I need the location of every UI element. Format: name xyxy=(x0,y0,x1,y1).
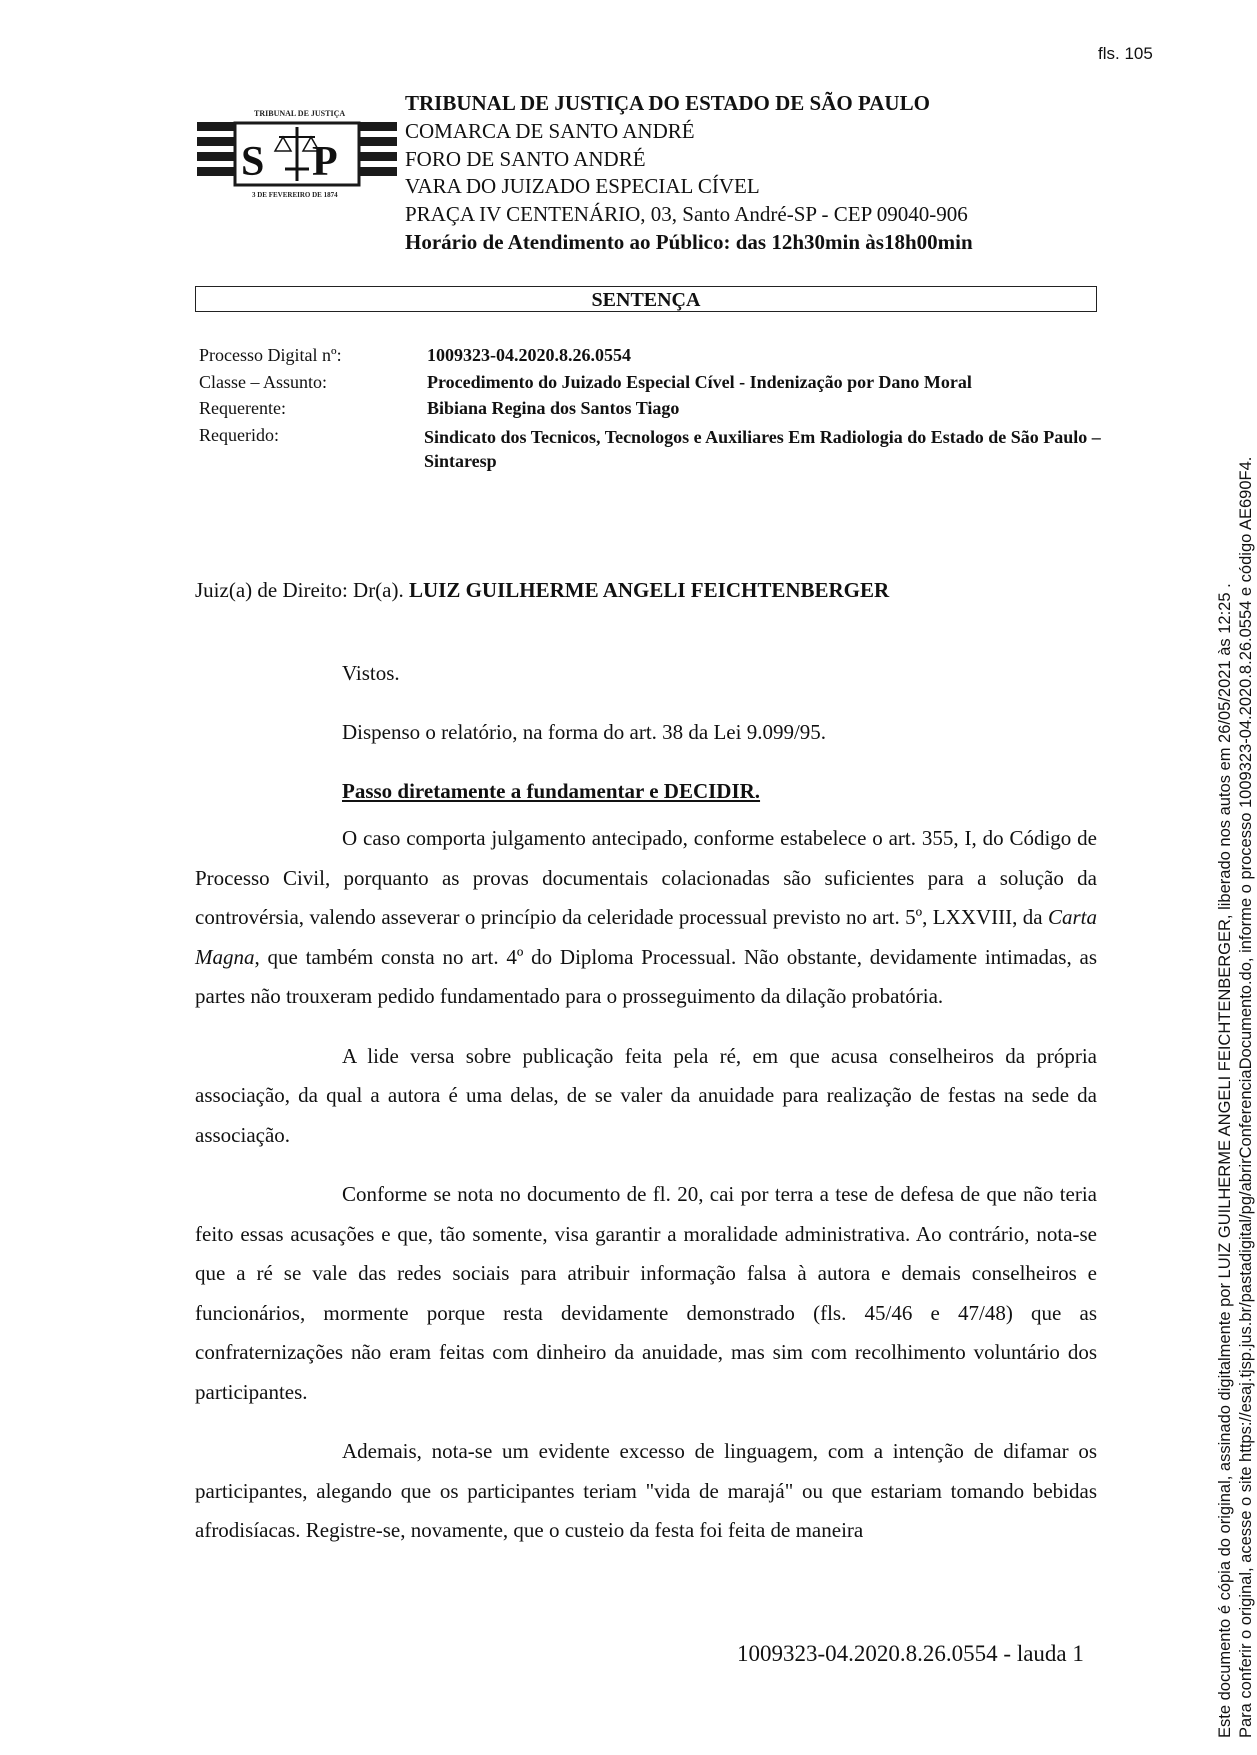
vara: VARA DO JUIZADO ESPECIAL CÍVEL xyxy=(405,174,760,199)
judge-label: Juiz(a) de Direito: Dr(a). xyxy=(195,578,404,602)
court-name: TRIBUNAL DE JUSTIÇA DO ESTADO DE SÃO PAULO xyxy=(405,91,930,115)
paragraph-2: A lide versa sobre publicação feita pela ré, em que acusa conselheiros da própria associação, da qual a autora é uma delas, de se valer da anuidade para realização de festas na sede da associação. xyxy=(195,1043,1097,1147)
passo-heading: Passo diretamente a fundamentar e DECIDIR. xyxy=(342,779,761,803)
section-title: SENTENÇA xyxy=(195,286,1097,312)
signature-note-line1: Este documento é cópia do original, assinado digitalmente por LUIZ GUILHERME ANGELI FEICHTENBERGER, liberado nos autos em 26/05/2021 às 12:25 . xyxy=(1216,583,1234,1738)
court-header xyxy=(405,90,973,257)
logo-letter-s: S xyxy=(241,139,265,185)
page-footer: 1009323-04.2020.8.26.0554 - lauda 1 xyxy=(737,1641,1084,1666)
classe-label: Classe – Assunto: xyxy=(199,371,328,392)
vistos: Vistos. xyxy=(342,661,400,685)
logo-letter-p: P xyxy=(312,139,338,185)
paragraph-1: O caso comporta julgamento antecipado, conforme estabelece o art. 355, I, do Código de Processo Civil, porquanto as provas documentais colacionadas são suficientes para a solução da controvérsia, valendo asseverar o princípio da celeridade processual previsto no art. 5º, LXXVIII, da Carta Magna, que também consta no art. 4º do Diploma Processual. Não obstante, devidamente intimadas, as partes não trouxeram pedido fundamentado para o prosseguimento da dilação probatória. xyxy=(195,826,1097,1008)
paragraph-4: Ademais, nota-se um evidente excesso de linguagem, com a intenção de difamar os participantes, alegando que os participantes teriam "vida de marajá" ou que estariam tomando bebidas afrodisíacas. Registre-se, novamente, que o custeio da festa foi feita de maneira xyxy=(195,1439,1097,1542)
case-info xyxy=(199,345,1101,471)
court-seal-logo xyxy=(197,75,397,225)
opening-hours: Horário de Atendimento ao Público: das 12h30min às18h00min xyxy=(405,229,973,254)
paragraph-3: Conforme se nota no documento de fl. 20, cai por terra a tese de defesa de que não teria feito essas acusações e que, tão somente, visa garantir a moralidade administrativa. Ao contrário, nota-se que a ré se vale das redes sociais para atribuir informação falsa à autora e demais conselheiros e funcionários, mormente porque resta devidamente demonstrado (fls. 45/46 e 47/48) que as confraternizações não eram feitas com dinheiro da anuidade, mas sim com recolhimento voluntário dos participantes. xyxy=(195,1182,1097,1404)
requerido-label: Requerido: xyxy=(199,424,279,445)
processo-label: Processo Digital nº: xyxy=(199,345,342,365)
requerente-value: Bibiana Regina dos Santos Tiago xyxy=(427,398,680,418)
requerido-value: Sindicato dos Tecnicos, Tecnologos e Auxiliares Em Radiologia do Estado de São Paulo – Sintaresp xyxy=(424,426,1101,471)
signature-note-line2: Para conferir o original, acesse o site https://esaj.tjsp.jus.br/pastadigital/pg/abrirConferenciaDocumento.do, informe o processo 1009323-04.2020.8.26.0554 e código AE690F4. xyxy=(1237,456,1255,1738)
logo-bottom-text: 3 DE FEVEREIRO DE 1874 xyxy=(252,191,338,199)
judge-line xyxy=(195,578,889,603)
digital-signature-note xyxy=(1215,238,1257,1738)
page-number-label: fls. 105 xyxy=(1098,44,1153,63)
comarca: COMARCA DE SANTO ANDRÉ xyxy=(405,118,695,143)
logo-top-text: TRIBUNAL DE JUSTIÇA xyxy=(254,109,346,118)
processo-value: 1009323-04.2020.8.26.0554 xyxy=(427,345,631,365)
decision-body xyxy=(195,660,1097,1551)
foro: FORO DE SANTO ANDRÉ xyxy=(405,146,646,171)
requerente-label: Requerente: xyxy=(199,398,286,418)
address: PRAÇA IV CENTENÁRIO, 03, Santo André-SP - CEP 09040-906 xyxy=(405,202,968,227)
classe-value: Procedimento do Juizado Especial Cível - Indenização por Dano Moral xyxy=(427,371,972,392)
dispenso-paragraph: Dispenso o relatório, na forma do art. 38 da Lei 9.099/95. xyxy=(342,720,827,744)
judge-name: LUIZ GUILHERME ANGELI FEICHTENBERGER xyxy=(409,578,890,602)
